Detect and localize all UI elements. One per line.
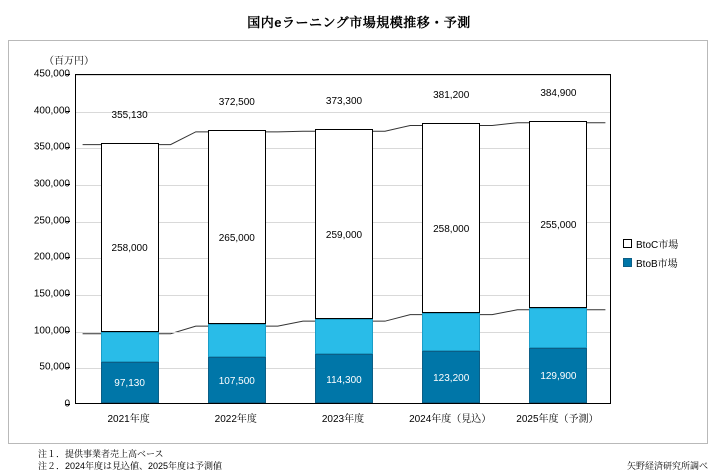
y-axis-tick-mark bbox=[66, 147, 70, 148]
x-axis-tick-label: 2022年度 bbox=[214, 414, 257, 425]
bar-segment-btoc bbox=[315, 129, 373, 319]
x-axis-tick-labels bbox=[75, 408, 611, 424]
total-value-label: 372,500 bbox=[218, 96, 255, 108]
btoc-value-label: 255,000 bbox=[540, 219, 577, 231]
y-axis-tick-mark bbox=[66, 74, 70, 75]
notes bbox=[38, 448, 222, 472]
y-axis-unit-label: （百万円） bbox=[44, 56, 94, 67]
source-credit: 矢野経済研究所調べ bbox=[626, 461, 708, 471]
legend-item-btob bbox=[623, 255, 678, 270]
total-value-label: 381,200 bbox=[433, 90, 470, 102]
y-axis-tick-label: 350,000 bbox=[33, 141, 70, 153]
legend-swatch-btoc-icon bbox=[623, 239, 632, 248]
x-axis-tick-label: 2025年度（予測） bbox=[516, 414, 599, 425]
y-axis-tick-label: 150,000 bbox=[33, 288, 70, 300]
btoc-value-label: 259,000 bbox=[325, 230, 363, 241]
bar-segment-btob-upper bbox=[208, 324, 266, 357]
btob-value-label: 123,200 bbox=[433, 372, 470, 384]
btob-value-label: 114,300 bbox=[326, 374, 362, 386]
bar-group bbox=[529, 73, 587, 403]
btob-value-label: 129,900 bbox=[540, 371, 577, 383]
y-axis-tick-mark bbox=[66, 367, 70, 368]
y-axis-tick-mark bbox=[66, 111, 70, 112]
y-axis-tick-mark bbox=[66, 294, 70, 295]
bar-segment-btob-upper bbox=[422, 313, 480, 351]
legend-item-btoc bbox=[623, 236, 678, 251]
legend-label-btob: BtoB市場 bbox=[636, 259, 678, 270]
note-1: 注１．提供事業者売上高ベース bbox=[38, 449, 164, 459]
x-axis-tick-label: 2024年度（見込） bbox=[409, 414, 492, 425]
x-axis-tick-label: 2023年度 bbox=[321, 414, 365, 425]
total-value-label: 373,300 bbox=[325, 96, 363, 108]
bar-segment-btob-upper bbox=[101, 332, 159, 362]
bar-segment-btob-upper bbox=[529, 308, 587, 348]
legend bbox=[623, 236, 678, 274]
legend-swatch-btob-icon bbox=[623, 258, 632, 267]
bar-segment-btoc bbox=[422, 123, 480, 312]
note-2: 注２．2024年度は見込値、2025年度は予測値 bbox=[38, 461, 223, 471]
bar-segment-btoc bbox=[529, 121, 587, 308]
y-axis-tick-mark bbox=[66, 257, 70, 258]
btob-value-label: 97,130 bbox=[114, 378, 145, 390]
y-axis-tick-label: 450,000 bbox=[33, 68, 70, 80]
total-value-label: 384,900 bbox=[540, 87, 577, 99]
page-title: 国内eラーニング市場規模推移・予測 bbox=[247, 15, 471, 30]
y-axis-tick-label: 50,000 bbox=[39, 361, 70, 373]
y-axis-tick-label: 0 bbox=[64, 398, 70, 410]
y-axis-tick-labels bbox=[0, 68, 70, 410]
y-axis-tick-mark bbox=[66, 184, 70, 185]
plot-area bbox=[75, 74, 611, 404]
y-axis-tick-label: 200,000 bbox=[33, 251, 70, 263]
legend-label-btoc: BtoC市場 bbox=[636, 240, 679, 251]
y-axis-tick-label: 100,000 bbox=[33, 325, 70, 337]
bar-group bbox=[422, 73, 480, 403]
btob-value-label: 107,500 bbox=[218, 376, 255, 388]
y-axis-tick-label: 250,000 bbox=[33, 215, 70, 227]
bar-segment-btoc bbox=[208, 130, 266, 324]
y-axis-tick-mark bbox=[66, 331, 70, 332]
btoc-value-label: 258,000 bbox=[433, 223, 470, 235]
y-axis-tick-label: 400,000 bbox=[33, 105, 70, 117]
btoc-value-label: 265,000 bbox=[218, 232, 255, 244]
btoc-value-label: 258,000 bbox=[111, 242, 148, 254]
bar-group bbox=[101, 73, 159, 403]
bar-segment-btoc bbox=[101, 143, 159, 332]
x-axis-tick-label: 2021年度 bbox=[107, 414, 150, 425]
bar-segment-btob-upper bbox=[315, 319, 373, 354]
y-axis-tick-label: 300,000 bbox=[33, 178, 70, 190]
total-value-label: 355,130 bbox=[111, 109, 148, 121]
y-axis-tick-mark bbox=[66, 404, 70, 405]
y-axis-tick-mark bbox=[66, 221, 70, 222]
